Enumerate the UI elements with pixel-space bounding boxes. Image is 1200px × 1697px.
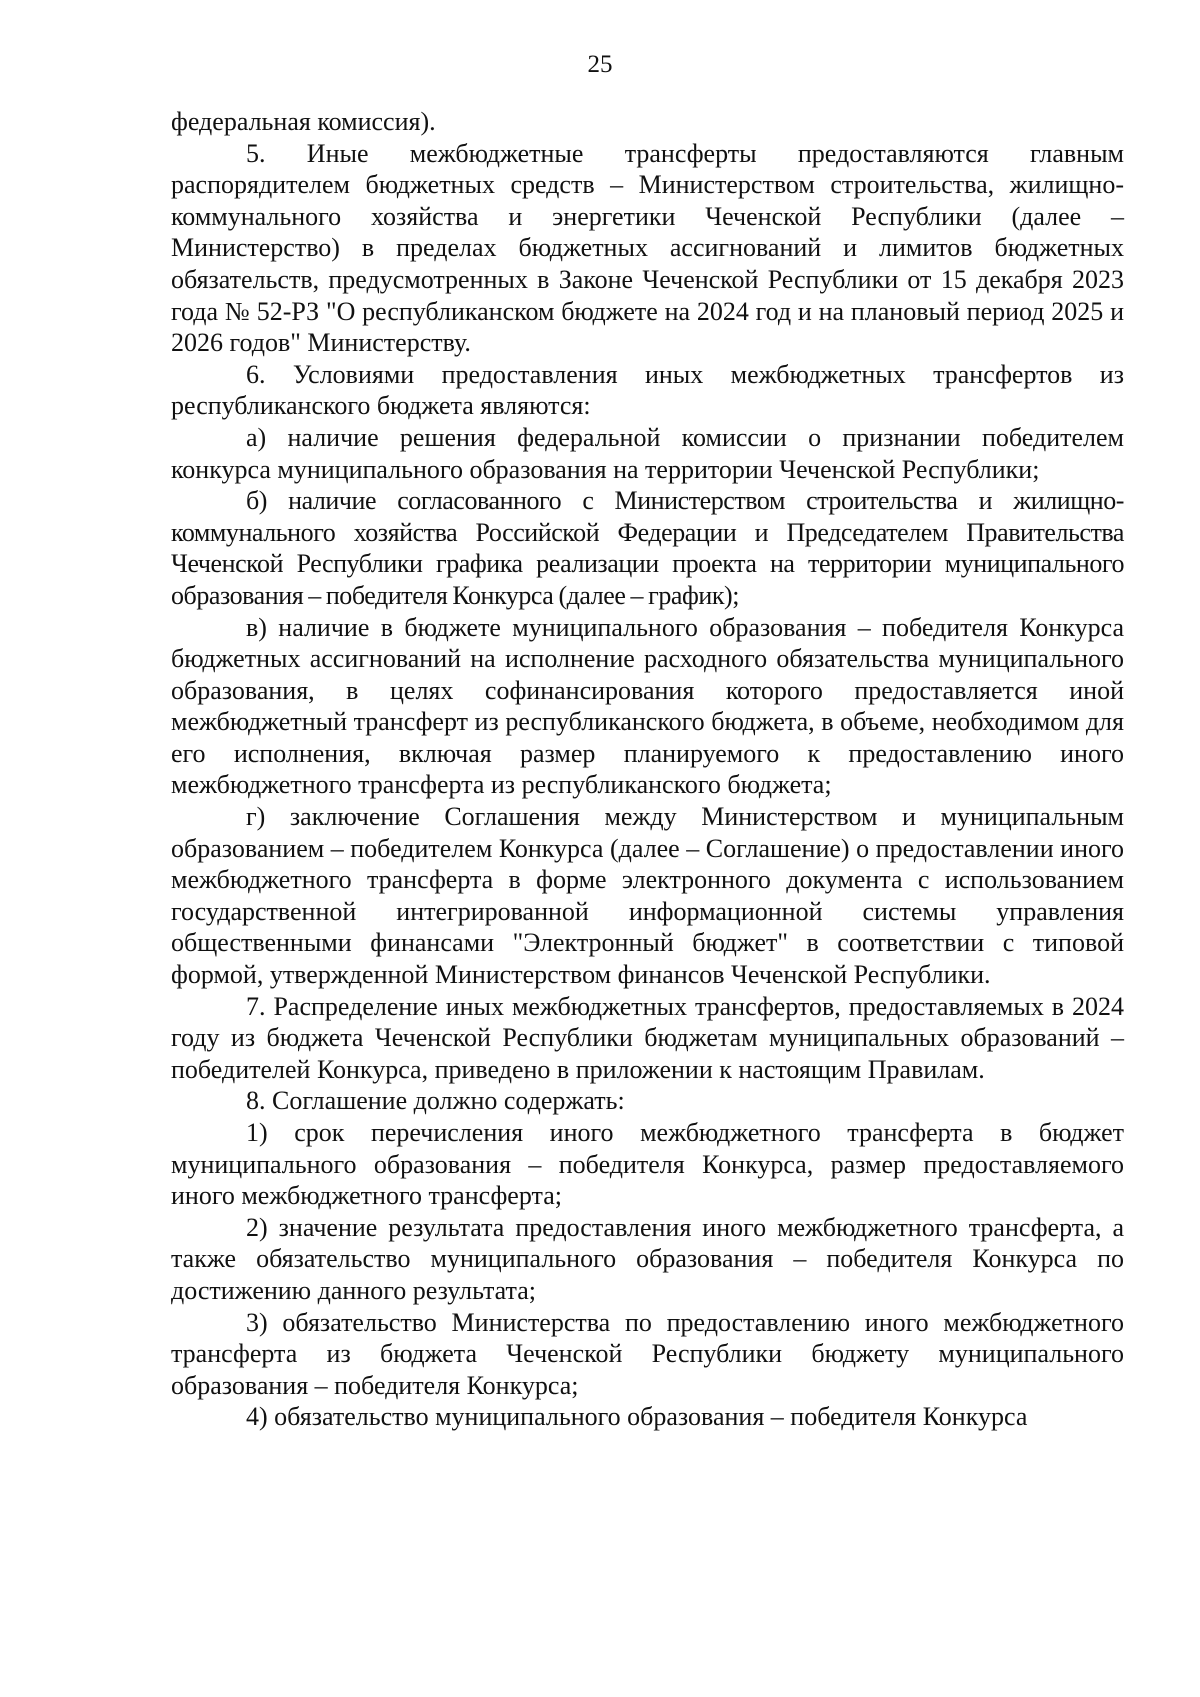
paragraph-subclause-b: б) наличие согласованного с Министерством строительства и жилищно-коммунального хозяйства Российской Федерации и Председателем Правительства Чеченской Республики графика реализации проекта на территории муниципального образования – победителя Конкурса (далее – график); <box>171 486 1124 610</box>
paragraph-subclause-g: г) заключение Соглашения между Министерством и муниципальным образованием – победителем Конкурса (далее – Соглашение) о предоставлении иного межбюджетного трансферта в форме электронного документа с использованием государственной интегрированной информационной системы управления общественными финансами "Электронный бюджет" в соответствии с типовой формой, утвержденной Министерством финансов Чеченской Республики. <box>171 802 1124 990</box>
document-body <box>171 106 1124 1433</box>
paragraph-clause-6: 6. Условиями предоставления иных межбюджетных трансфертов из республиканского бюджета являются: <box>171 359 1124 421</box>
paragraph-item-2: 2) значение результата предоставления иного межбюджетного трансферта, а также обязательство муниципального образования – победителя Конкурса по достижению данного результата; <box>171 1212 1124 1305</box>
paragraph-subclause-v: в) наличие в бюджете муниципального образования – победителя Конкурса бюджетных ассигнований на исполнение расходного обязательства муниципального образования, в целях софинансирования которого предоставляется иной межбюджетный трансферт из республиканского бюджета, в объеме, необходимом для его исполнения, включая размер планируемого к предоставлению иного межбюджетного трансферта из республиканского бюджета; <box>171 612 1124 800</box>
paragraph-clause-8: 8. Соглашение должно содержать: <box>246 1086 625 1116</box>
paragraph-item-3: 3) обязательство Министерства по предоставлению иного межбюджетного трансферта из бюджета Чеченской Республики бюджету муниципального образования – победителя Конкурса; <box>171 1307 1124 1400</box>
paragraph-subclause-a: а) наличие решения федеральной комиссии о признании победителем конкурса муниципального образования на территории Чеченской Республики; <box>171 422 1124 484</box>
paragraph-clause-5: 5. Иные межбюджетные трансферты предоставляются главным распорядителем бюджетных средств – Министерством строительства, жилищно-коммунального хозяйства и энергетики Чеченской Республики (далее – Министерство) в пределах бюджетных ассигнований и лимитов бюджетных обязательств, предусмотренных в Законе Чеченской Республики от 15 декабря 2023 года № 52-РЗ "О республиканском бюджете на 2024 год и на плановый период 2025 и 2026 годов" Министерству. <box>171 138 1124 358</box>
page-number: 25 <box>587 51 613 78</box>
paragraph-continuation: федеральная комиссия). <box>171 107 436 136</box>
paragraph-item-4: 4) обязательство муниципального образования – победителя Конкурса <box>246 1402 1028 1432</box>
paragraph-item-1: 1) срок перечисления иного межбюджетного трансферта в бюджет муниципального образования – победителя Конкурса, размер предоставляемого иного межбюджетного трансферта; <box>171 1118 1124 1211</box>
paragraph-clause-7: 7. Распределение иных межбюджетных трансфертов, предоставляемых в 2024 году из бюджета Чеченской Республики бюджетам муниципальных образований – победителей Конкурса, приведено в приложении к настоящим Правилам. <box>171 991 1124 1084</box>
